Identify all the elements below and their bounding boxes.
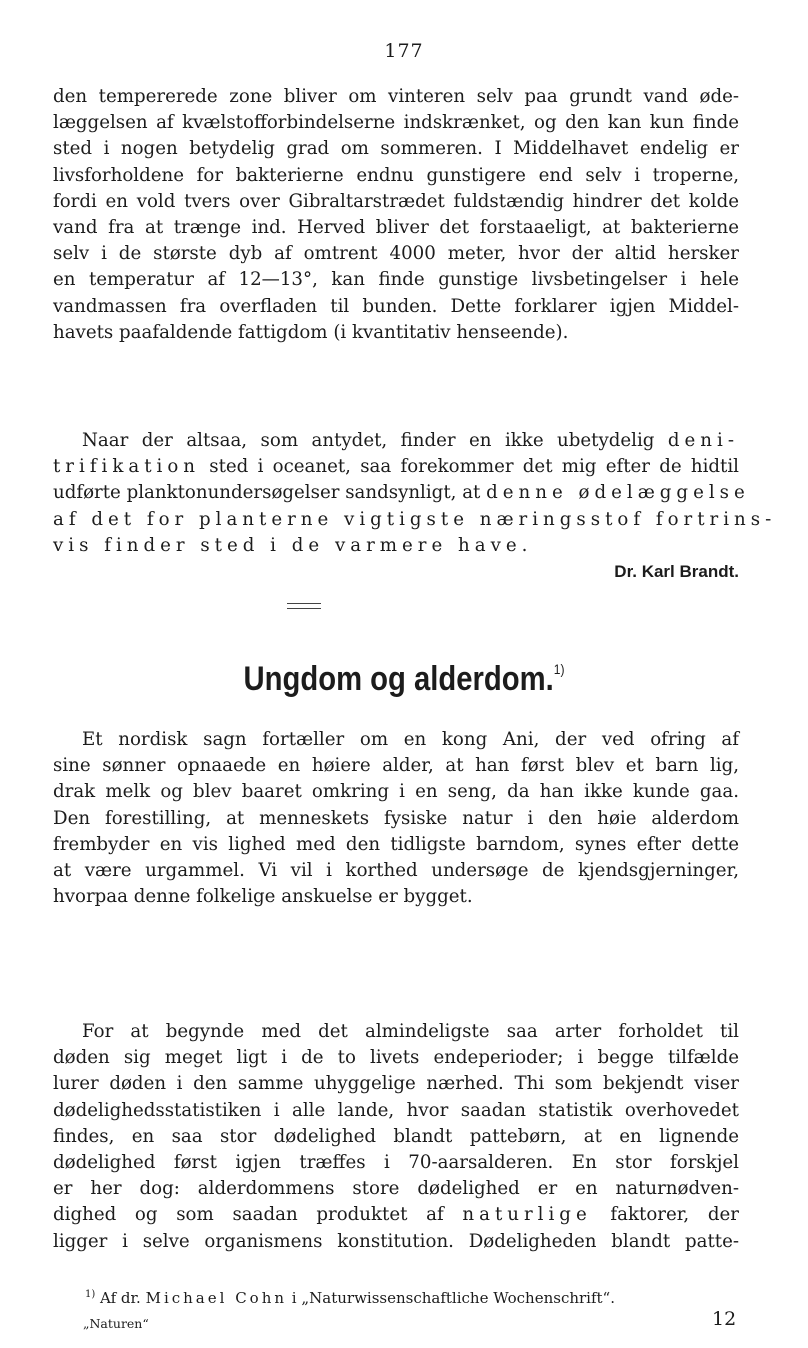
paragraph-legend <box>53 727 739 910</box>
text-line: dødelighed først igjen træffes i 70-aarsalderen. En stor forskjel <box>53 1152 739 1174</box>
text-line: frembyder en vis lighed med den tidligste barndom, synes efter dette <box>53 833 739 855</box>
text-line: den tempererede zone bliver om vinteren selv paa grundt vand øde- <box>53 86 739 107</box>
text-line: Den forestilling, at menneskets fysiske natur i den høie alderdom <box>53 807 739 829</box>
author-signature: Dr. Karl Brandt. <box>614 562 739 581</box>
text-line: sted i nogen betydelig grad om sommeren. I Middelhavet endelig er <box>53 138 739 160</box>
text-line: For at begynde med det almindeligste saa arter forholdet til <box>82 1021 739 1042</box>
text-line <box>53 480 750 506</box>
text-run: sted i oceanet, saa forekommer det mig efter de hidtil <box>200 456 739 478</box>
text-line: vand fra at trænge ind. Herved bliver det forstaaeligt, at bakterierne <box>53 217 739 239</box>
emphasis-run: denne ødelæggelse <box>486 482 750 504</box>
footnote-suffix: i „Naturwissenschaftliche Wochenschrift“. <box>287 1289 615 1307</box>
emphasis-run: naturlige <box>462 1204 592 1226</box>
text-line: findes, en saa stor dødelighed blandt pattebørn, at en lignende <box>53 1125 739 1147</box>
footnote-reference: 1) <box>553 661 565 677</box>
text-line: selv i de største dyb af omtrent 4000 meter, hvor der altid hersker <box>53 243 739 265</box>
paragraph-denitrification-continued <box>53 84 739 346</box>
text-line: en temperatur af 12—13°, kan finde gunstige livsbetingelser i hele <box>53 269 739 291</box>
paragraph-conclusion <box>53 428 777 559</box>
text-line <box>53 1202 739 1228</box>
emphasis-run: deni- <box>667 430 739 451</box>
footnote <box>85 1289 615 1307</box>
text-line: af det for planterne vigtigste næringsstof fortrins- <box>53 508 777 530</box>
text-line: at være urgammel. Vi vil i korthed undersøge de kjendsgjerninger, <box>53 860 739 882</box>
text-line: ligger i selve organismens konstitution. Dødeligheden blandt patte- <box>53 1230 739 1252</box>
text-line: vandmassen fra overfladen til bunden. Dette forklarer igjen Middel- <box>53 295 739 317</box>
text-line: er her dog: alderdommens store dødelighed er en naturnødven- <box>53 1178 739 1200</box>
text-line: drak melk og blev baaret omkring i en seng, da han ikke kunde gaa. <box>53 781 739 803</box>
text-run: faktorer, der <box>591 1204 740 1226</box>
footnote-marker: 1) <box>85 1289 96 1300</box>
text-line: lurer døden i den samme uhyggelige nærhed. Thi som bekjendt viser <box>53 1073 739 1095</box>
page-number: 177 <box>384 40 424 62</box>
section-title-text: Ungdom og alderdom. <box>243 660 554 698</box>
journal-name: „Naturen“ <box>83 1316 149 1331</box>
text-line: vis finder sted i de varmere have. <box>53 534 533 556</box>
section-divider <box>287 603 321 609</box>
footnote-prefix: Af dr. <box>95 1289 146 1307</box>
text-line: døden sig meget ligt i de to livets endeperioder; i begge tilfælde <box>53 1047 739 1069</box>
section-title <box>57 660 752 699</box>
text-line: Et nordisk sagn fortæller om en kong Ani, der ved ofring af <box>82 729 739 750</box>
text-line: havets paafaldende fattigdom (i kvantitativ henseende). <box>53 321 569 343</box>
sheet-signature: 12 <box>712 1308 737 1330</box>
text-run: Naar der altsaa, som antydet, finder en ikke ubetydelig <box>82 430 668 451</box>
text-line: fordi en vold tvers over Gibraltarstrædet fuldstændig hindrer det kolde <box>53 190 739 212</box>
emphasis-run: trifikation <box>53 456 201 478</box>
text-line: læggelsen af kvælstofforbindelserne indskrænket, og den kan kun finde <box>53 112 739 134</box>
text-line: livsforholdene for bakterierne endnu gunstigere end selv i troperne, <box>53 164 739 186</box>
text-line: sine sønner opnaaede en høiere alder, at han først blev et barn lig, <box>53 755 739 777</box>
footnote-author: Michael Cohn <box>145 1289 288 1307</box>
text-run: udførte planktonundersøgelser sandsynligt, at <box>53 482 487 504</box>
text-run: dighed og som saadan produktet af <box>53 1204 463 1226</box>
text-line: dødelighedsstatistiken i alle lande, hvor saadan statistik overhovedet <box>53 1099 739 1121</box>
paragraph-mortality <box>53 1019 739 1255</box>
text-line <box>53 454 739 480</box>
text-line: hvorpaa denne folkelige anskuelse er bygget. <box>53 886 473 908</box>
text-line <box>53 428 739 454</box>
